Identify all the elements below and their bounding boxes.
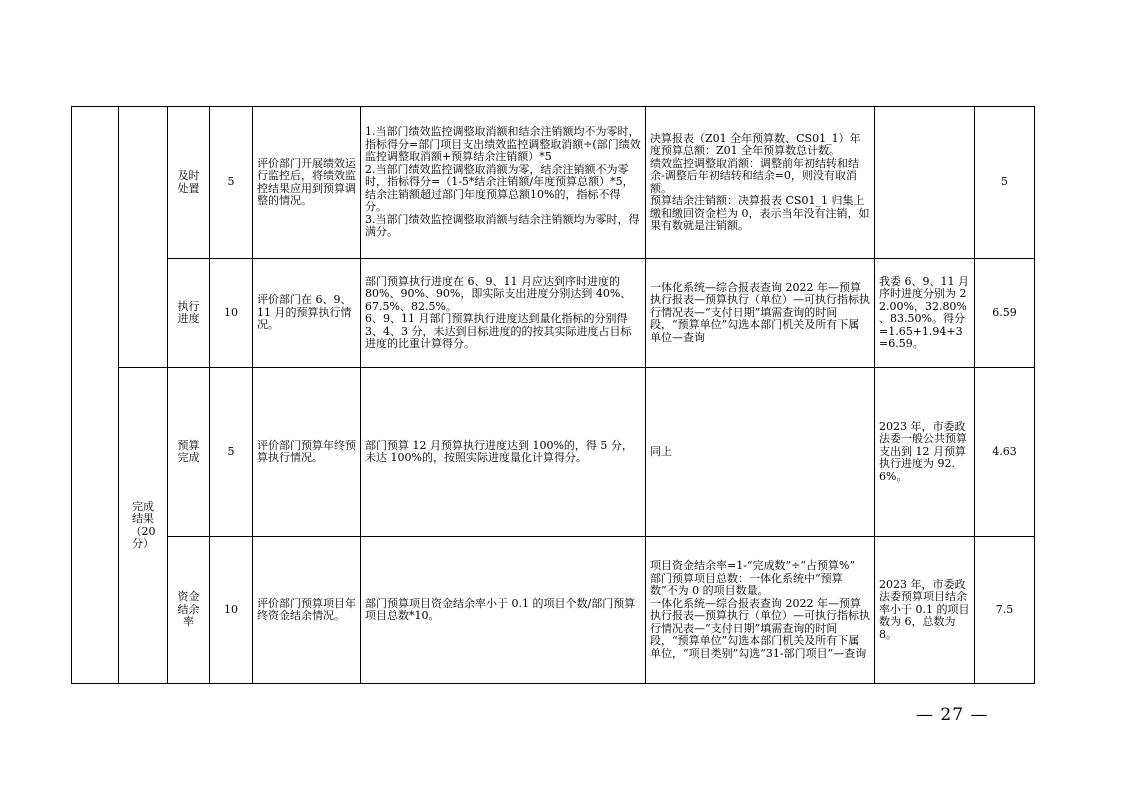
weight-cell: 5	[210, 368, 253, 537]
weight-cell: 10	[210, 537, 253, 684]
description-cell: 评价部门在 6、9、11 月的预算执行情况。	[253, 259, 361, 368]
page-number: — 27 —	[916, 705, 989, 725]
data-source-cell: 项目资金结余率=1-“完成数”÷“占预算%” 部门预算项目总数：一体化系统中“预算数”不为 0 的项目数量。 一体化系统—综合报表查询 2022 年—预算执行报表—预算执行（单位）—可执行指标执行情况表—“支付日期”填需查询的时间段，“预算单位”勾选本部门机关及所有下属单位，“项目类别”勾选“31-部门项目”—查询	[646, 537, 875, 684]
data-source-cell: 同上	[646, 368, 875, 537]
table-row	[72, 107, 1035, 259]
note-cell	[875, 107, 975, 259]
weight-cell: 5	[210, 107, 253, 259]
category-cell	[72, 107, 119, 684]
evaluation-table	[71, 106, 1035, 684]
table-row	[72, 537, 1035, 684]
score-cell: 5	[975, 107, 1035, 259]
indicator-cell: 及时 处置	[168, 107, 210, 259]
score-cell: 4.63	[975, 368, 1035, 537]
data-source-cell: 决算报表（Z01 全年预算数、CS01_1）年度预算总额：Z01 全年预算数总计数。 绩效监控调整取消额：调整前年初结转和结余-调整后年初结转和结余=0，则没有取消额。 预算结余注销额：决算报表 CS01_1 归集上缴和缴回资金栏为 0，表示当年没有注销，如果有数就是注销额。	[646, 107, 875, 259]
indicator-cell: 执行 进度	[168, 259, 210, 368]
criteria-cell: 部门预算 12 月预算执行进度达到 100%的，得 5 分，未达 100%的，按照实际进度量化计算得分。	[361, 368, 646, 537]
score-cell: 7.5	[975, 537, 1035, 684]
indicator-cell: 预算 完成	[168, 368, 210, 537]
criteria-cell: 部门预算执行进度在 6、9、11 月应达到序时进度的 80%、90%、90%，即实际支出进度分别达到 40%、67.5%、82.5%。 6、9、11 月部门预算执行进度达到量化指标的分别得 3、4、3 分，未达到目标进度的的按其实际进度占目标进度的比重计算得分。	[361, 259, 646, 368]
description-cell: 评价部门开展绩效运行监控后，将绩效监控结果应用到预算调整的情况。	[253, 107, 361, 259]
description-cell: 评价部门预算年终预算执行情况。	[253, 368, 361, 537]
score-cell: 6.59	[975, 259, 1035, 368]
note-cell: 我委 6、9、11 月序时进度分别为 22.00%，32.80% 、83.50%。得分=1.65+1.94+3=6.59。	[875, 259, 975, 368]
note-cell: 2023 年，市委政法委预算项目结余率小于 0.1 的项目数为 6，总数为 8。	[875, 537, 975, 684]
section-label: 完成 结果 （20 分）	[119, 368, 168, 684]
criteria-cell: 1.当部门绩效监控调整取消额和结余注销额均不为零时，指标得分=部门项目支出绩效监控调整取消额÷(部门绩效监控调整取消额+预算结余注销额）*5 2.当部门绩效监控调整取消额为零，结余注销额不为零时，指标得分=（1-5*结余注销额/年度预算总额）*5，结余注销额超过部门年度预算总额10%的，指标不得分。 3.当部门绩效监控调整取消额与结余注销额均为零时，得满分。	[361, 107, 646, 259]
indicator-cell: 资金 结余 率	[168, 537, 210, 684]
subcategory-cell-upper	[119, 107, 168, 368]
weight-cell: 10	[210, 259, 253, 368]
data-source-cell: 一体化系统—综合报表查询 2022 年—预算执行报表—预算执行（单位）—可执行指标执行情况表—“支付日期”填需查询的时间段，“预算单位”勾选本部门机关及所有下属单位—查询	[646, 259, 875, 368]
note-cell: 2023 年，市委政法委一般公共预算支出到 12 月预算执行进度为 92.6%。	[875, 368, 975, 537]
criteria-cell: 部门预算项目资金结余率小于 0.1 的项目个数/部门预算项目总数*10。	[361, 537, 646, 684]
table-row	[72, 368, 1035, 537]
description-cell: 评价部门预算项目年终资金结余情况。	[253, 537, 361, 684]
table-row	[72, 259, 1035, 368]
